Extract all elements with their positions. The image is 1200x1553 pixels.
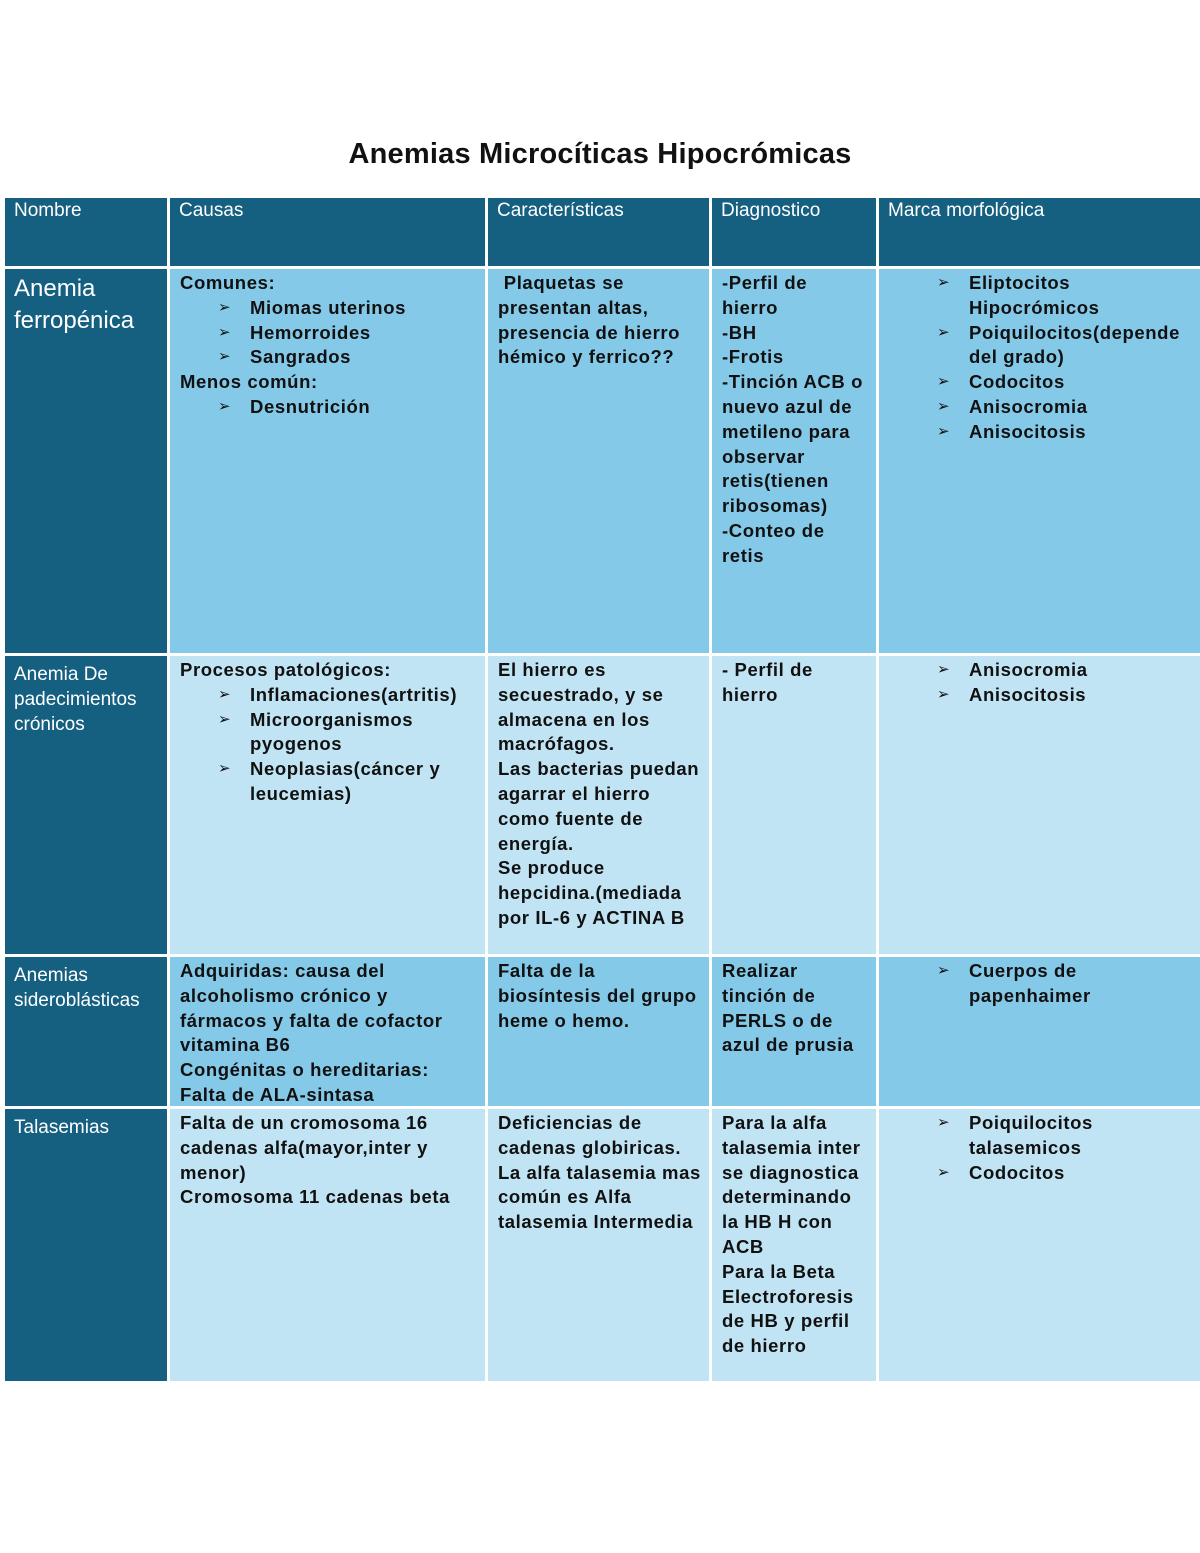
causas-line: Falta de un cromosoma 16 cadenas alfa(mayor,inter y menor) bbox=[180, 1112, 428, 1183]
list-item: ➢ Neoplasias(cáncer y leucemias) bbox=[250, 757, 477, 807]
caracteristicas-text: Deficiencias de cadenas globiricas. La alfa talasemia mas común es Alfa talasemia Intermedia bbox=[498, 1112, 701, 1233]
cell-caracteristicas-talasemias bbox=[488, 1109, 709, 1381]
row-name-sideroblasticas: Anemias sideroblásticas bbox=[5, 957, 167, 1106]
cell-marca-cronicos bbox=[879, 656, 1200, 954]
causas-line: Adquiridas: causa del alcoholismo crónico y fármacos y falta de cofactor vitamina B6 bbox=[180, 960, 443, 1056]
list-item: ➢ Hemorroides bbox=[250, 321, 477, 346]
causas-intro: Comunes: bbox=[180, 272, 276, 293]
list-item: ➢ Anisocitosis bbox=[969, 683, 1193, 708]
row-name-ferropenica: Anemia ferropénica bbox=[5, 269, 167, 653]
cell-diagnostico-ferropenica bbox=[712, 269, 876, 653]
diagnostico-text: Realizar tinción de PERLS o de azul de prusia bbox=[722, 960, 854, 1056]
causas-line: Congénitas o hereditarias: Falta de ALA-sintasa bbox=[180, 1059, 429, 1105]
anemia-table bbox=[5, 198, 1195, 1375]
header-caracteristicas: Características bbox=[488, 198, 709, 266]
list-item: ➢ Poiquilocitos(depende del grado) bbox=[969, 321, 1193, 371]
diagnostico-line: Para la alfa talasemia inter se diagnostica determinando la HB H con ACB bbox=[722, 1112, 861, 1257]
list-item: ➢ Anisocitosis bbox=[969, 420, 1193, 445]
list-item: ➢ Cuerpos de papenhaimer bbox=[969, 959, 1193, 1009]
list-item: ➢ Poiquilocitos talasemicos bbox=[969, 1111, 1193, 1161]
cell-marca-ferropenica bbox=[879, 269, 1200, 653]
caracteristicas-line: Se produce hepcidina.(mediada por IL-6 y ACTINA B bbox=[498, 857, 685, 928]
list-item: ➢ Codocitos bbox=[969, 1161, 1193, 1186]
list-item: ➢ Desnutrición bbox=[250, 395, 477, 420]
cell-caracteristicas-ferropenica bbox=[488, 269, 709, 653]
list-item: ➢ Eliptocitos Hipocrómicos bbox=[969, 271, 1193, 321]
diagnostico-line: -Perfil de hierro bbox=[722, 272, 808, 318]
list-item: ➢ Anisocromia bbox=[969, 395, 1193, 420]
diagnostico-line: Para la Beta Electroforesis de HB y perfil de hierro bbox=[722, 1260, 854, 1357]
list-item: ➢ Codocitos bbox=[969, 370, 1193, 395]
cell-causas-cronicos bbox=[170, 656, 485, 954]
cell-causas-sideroblasticas bbox=[170, 957, 485, 1106]
list-item: ➢ Inflamaciones(artritis) bbox=[250, 683, 477, 708]
caracteristicas-line: El hierro es secuestrado, y se almacena en los macrófagos. bbox=[498, 659, 664, 755]
cell-causas-talasemias bbox=[170, 1109, 485, 1381]
diagnostico-line: -Conteo de retis bbox=[722, 519, 825, 566]
diagnostico-text: - Perfil de hierro bbox=[722, 659, 813, 705]
header-marca: Marca morfológica bbox=[879, 198, 1200, 266]
diagnostico-line: -Frotis bbox=[722, 346, 784, 368]
header-nombre: Nombre bbox=[5, 198, 167, 266]
list-item: ➢ Sangrados bbox=[250, 345, 477, 370]
causas-line: Cromosoma 11 cadenas beta bbox=[180, 1186, 450, 1208]
diagnostico-line: -BH bbox=[722, 321, 757, 343]
header-causas: Causas bbox=[170, 198, 485, 266]
cell-diagnostico-talasemias bbox=[712, 1109, 876, 1381]
row-name-talasemias: Talasemias bbox=[5, 1109, 167, 1381]
causas-intro-2: Menos común: bbox=[180, 371, 318, 393]
caracteristicas-line: Las bacterias puedan agarrar el hierro como fuente de energía. bbox=[498, 758, 700, 854]
page-title: Anemias Microcíticas Hipocrómicas bbox=[348, 138, 852, 170]
list-item: ➢ Microorganismos pyogenos bbox=[250, 708, 477, 758]
row-name-cronicos: Anemia De padecimientos crónicos bbox=[5, 656, 167, 954]
caracteristicas-text: Plaquetas se presentan altas, presencia de hierro hémico y ferrico?? bbox=[498, 272, 686, 368]
diagnostico-line: -Tinción ACB o nuevo azul de metileno para observar retis(tienen ribosomas) bbox=[722, 371, 863, 517]
cell-causas-ferropenica bbox=[170, 269, 485, 653]
list-item: ➢ Anisocromia bbox=[969, 658, 1193, 683]
cell-marca-sideroblasticas bbox=[879, 957, 1200, 1106]
cell-diagnostico-cronicos bbox=[712, 656, 876, 954]
header-diagnostico: Diagnostico bbox=[712, 198, 876, 266]
cell-marca-talasemias bbox=[879, 1109, 1200, 1381]
caracteristicas-text: Falta de la biosíntesis del grupo heme o hemo. bbox=[498, 960, 697, 1031]
causas-intro: Procesos patológicos: bbox=[180, 659, 392, 680]
list-item: ➢ Miomas uterinos bbox=[250, 296, 477, 321]
cell-diagnostico-sideroblasticas bbox=[712, 957, 876, 1106]
cell-caracteristicas-sideroblasticas bbox=[488, 957, 709, 1106]
cell-caracteristicas-cronicos bbox=[488, 656, 709, 954]
